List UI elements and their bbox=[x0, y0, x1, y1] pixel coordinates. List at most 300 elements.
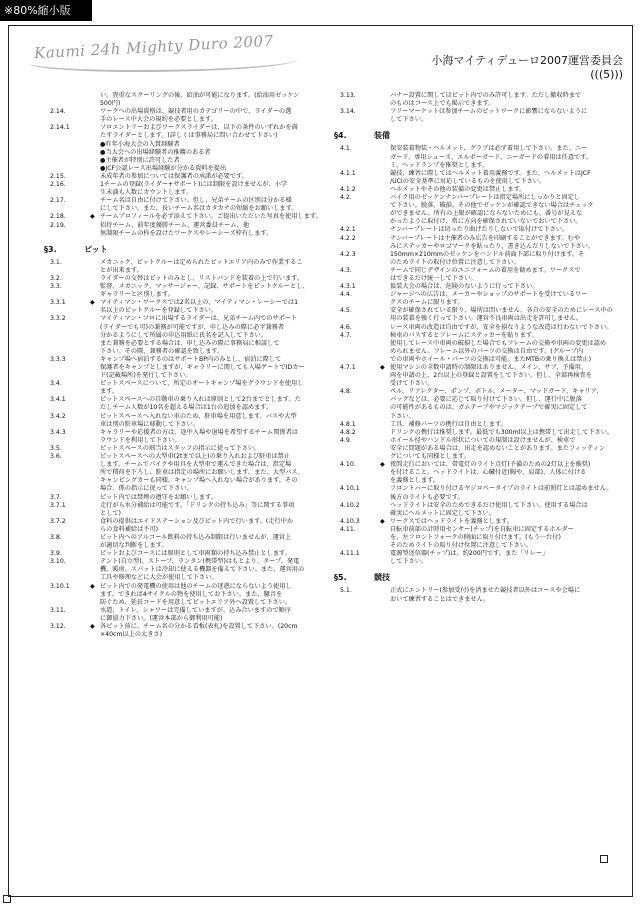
crop-mark bbox=[3, 895, 11, 903]
rule-number: 4.5. bbox=[340, 307, 352, 315]
rule-text: 各ピット前に、チーム名の分かる看板(表札)を設置して下さい。(20cm bbox=[100, 623, 298, 630]
rule-marker bbox=[90, 149, 100, 157]
rule-text: ピットスペースへの自動車の乗り入れは原則として2台までとします。た bbox=[100, 396, 301, 404]
document-header bbox=[431, 54, 623, 82]
rule-marker bbox=[380, 210, 390, 218]
page-number: (((5))) bbox=[590, 68, 623, 81]
rule-number bbox=[50, 116, 90, 124]
rule-number: 3.4.3 bbox=[50, 428, 66, 436]
rule-marker bbox=[90, 283, 100, 291]
rule-marker bbox=[380, 178, 390, 186]
rule-marker bbox=[380, 477, 390, 485]
rule-number bbox=[340, 494, 380, 502]
rule-line bbox=[50, 380, 328, 388]
rule-number bbox=[340, 218, 380, 226]
rule-line bbox=[50, 356, 328, 364]
rule-text: 用の装着を強く行って下さい。運営不良車両は出走を許可しません。 bbox=[390, 315, 583, 323]
rule-marker bbox=[380, 202, 390, 210]
rule-text: を、左フロントフォークの側面に取り付けます。(もう一台付) bbox=[390, 533, 561, 541]
rule-marker: ◆ bbox=[90, 299, 95, 307]
rule-text: ピット内での発電機の使用は他のチームの迷惑にならないよう使用し bbox=[100, 582, 292, 590]
rule-text: レース車両の改造は自由ですが、安全を損なうような改造は行わないで下さい。 bbox=[390, 323, 613, 331]
rule-number bbox=[50, 510, 90, 518]
rule-text: バイク用のゼッケンナンバープレートは指定場所にしっかりと固定し bbox=[390, 194, 580, 202]
rule-line bbox=[50, 324, 328, 332]
rules-section-5-list bbox=[340, 587, 618, 603]
rule-number: 4.7.1 bbox=[340, 364, 356, 371]
rule-line bbox=[340, 469, 618, 477]
rule-marker bbox=[380, 116, 390, 124]
rule-number bbox=[340, 100, 380, 108]
rule-marker bbox=[90, 267, 100, 275]
rule-line bbox=[50, 230, 328, 238]
rule-text: マイティマン・ワークスでは2名以上の、マイティマン・レーシーでは1 bbox=[100, 299, 299, 307]
rule-line bbox=[50, 141, 328, 149]
rule-line bbox=[50, 461, 328, 469]
rule-marker bbox=[90, 356, 100, 364]
rule-number: 4.3.1 bbox=[340, 283, 356, 291]
rule-marker bbox=[380, 550, 390, 558]
rule-line bbox=[50, 165, 328, 173]
rule-number: 4.11. bbox=[340, 525, 356, 533]
rule-number bbox=[50, 599, 90, 607]
rule-marker bbox=[380, 502, 390, 510]
rule-text: 場合、係の指示に従って下さい。 bbox=[100, 485, 193, 493]
rule-number: 3.7.1 bbox=[50, 501, 66, 509]
rule-marker bbox=[380, 510, 390, 518]
rule-text: はできるだけ統一して下さい。 bbox=[390, 274, 477, 282]
rule-text: 名以上のピットクルーを登録して下さい。 bbox=[100, 307, 218, 315]
rule-marker bbox=[90, 141, 100, 149]
rule-line bbox=[340, 315, 618, 323]
rule-number: 3.11. bbox=[50, 606, 66, 614]
rule-line bbox=[50, 494, 328, 502]
rule-number bbox=[340, 202, 380, 210]
rule-marker bbox=[90, 388, 100, 396]
rule-line bbox=[50, 502, 328, 510]
rule-marker bbox=[90, 558, 100, 566]
rule-text: チーム名は自由に付けて下さい。但し、兄弟チームの区別は分かる様 bbox=[100, 197, 292, 205]
section-number: §3. bbox=[44, 244, 57, 254]
rule-line bbox=[340, 243, 618, 251]
rule-line bbox=[340, 340, 618, 348]
rule-marker bbox=[90, 510, 100, 518]
rule-number: 4.8.2 bbox=[340, 428, 356, 436]
rule-marker bbox=[380, 251, 390, 259]
rule-marker bbox=[90, 599, 100, 607]
rule-text: 工具、補修パーツの携行は自由とします。 bbox=[390, 420, 507, 428]
rule-text: ●主催者が特別に許可した者 bbox=[100, 156, 180, 164]
rule-line bbox=[50, 132, 328, 140]
rule-marker bbox=[90, 259, 100, 267]
rule-marker bbox=[90, 380, 100, 388]
rule-text: チームプロフィールを必ず添えて下さい。ご提出いただいた写真を使用します。 bbox=[100, 213, 322, 221]
rule-number bbox=[50, 388, 90, 396]
rule-line bbox=[340, 235, 618, 243]
rule-line bbox=[340, 251, 618, 259]
rule-text: 防ぐため、延長コードを用意してピットエリア外へ設置して下さい。 bbox=[100, 598, 292, 606]
section-heading bbox=[44, 246, 328, 254]
rule-text: 保安装着物装・ヘルメット、グラブは必ず着用して下さい。また、ニー bbox=[390, 145, 588, 153]
rule-line bbox=[50, 213, 328, 221]
rule-line bbox=[340, 445, 618, 453]
rule-number bbox=[50, 230, 90, 238]
rule-line bbox=[340, 421, 618, 429]
rule-marker bbox=[90, 315, 100, 323]
rule-line bbox=[50, 591, 328, 599]
rule-number: 4.1.1 bbox=[340, 169, 356, 177]
rule-marker bbox=[90, 591, 100, 599]
rule-marker bbox=[380, 485, 390, 493]
rule-line bbox=[50, 364, 328, 372]
rule-text: ×40cm以上の大きさ) bbox=[100, 631, 163, 639]
rule-line bbox=[340, 550, 618, 558]
rule-line bbox=[50, 372, 328, 380]
rule-marker bbox=[90, 181, 100, 189]
rule-line bbox=[340, 178, 618, 186]
rule-text: ヘルメットやその他の装備の変更は禁止します。 bbox=[390, 185, 526, 193]
rule-number bbox=[340, 315, 380, 323]
rule-number: 2.15. bbox=[50, 172, 66, 180]
rule-number bbox=[50, 348, 90, 356]
rule-number bbox=[50, 307, 90, 315]
rule-number: 3.3.1 bbox=[50, 299, 66, 307]
rule-line bbox=[50, 437, 328, 445]
rule-line bbox=[50, 583, 328, 591]
organizer-title: 小海マイティデューロ2007運営委員会 bbox=[431, 54, 623, 67]
rule-line bbox=[340, 364, 618, 372]
rule-line bbox=[340, 429, 618, 437]
section-title: 競技 bbox=[374, 573, 390, 583]
rule-number: 3.6. bbox=[50, 453, 62, 461]
section-number: §4. bbox=[334, 131, 347, 141]
rule-marker bbox=[90, 413, 100, 421]
rule-line bbox=[340, 356, 618, 364]
rule-number bbox=[50, 615, 90, 623]
rule-number bbox=[340, 356, 380, 364]
rule-line bbox=[50, 332, 328, 340]
left-column bbox=[44, 92, 328, 639]
rule-text: 安全に問題がある場合は、出走を認めないことがあります。またフィッティン bbox=[390, 444, 606, 452]
rule-text: 後方のライトも必要です。 bbox=[390, 493, 464, 501]
rules-section-2-list bbox=[50, 92, 328, 238]
rule-marker bbox=[90, 607, 100, 615]
rule-number bbox=[340, 210, 380, 218]
rule-number bbox=[50, 340, 90, 348]
rule-number: 3.12. bbox=[50, 623, 66, 630]
rule-marker bbox=[380, 243, 390, 251]
rule-marker bbox=[90, 173, 100, 181]
rule-text: ピットスペースへの大型車(2tまで以上)の乗り入れおよび駐車は禁止 bbox=[100, 453, 291, 461]
rule-number: 4.8. bbox=[340, 388, 352, 396]
rule-text: ピット内では禁煙の遵守をお願いします。 bbox=[100, 493, 217, 501]
rule-text: ●昨年小海大会の入賞経験者 bbox=[100, 140, 180, 148]
rule-marker bbox=[90, 477, 100, 485]
rule-line bbox=[340, 526, 618, 534]
rule-text: 両を申請の上、2台以上の登録と設置をして下さい。但し、全部再検査を bbox=[390, 372, 592, 380]
rule-number bbox=[340, 596, 380, 604]
rule-line bbox=[50, 453, 328, 461]
rule-marker bbox=[380, 324, 390, 332]
rule-number: 3.13. bbox=[340, 92, 356, 99]
rule-marker bbox=[380, 92, 390, 100]
rule-marker bbox=[380, 100, 390, 108]
rule-number: 3.4.2 bbox=[50, 412, 66, 420]
rule-line bbox=[50, 510, 328, 518]
rule-number: 2.19. bbox=[50, 221, 66, 229]
rule-number: 3.14. bbox=[340, 108, 356, 116]
rule-text: キャンプ場へ宿泊するのはサポートBP内のみとし、宿泊に際して bbox=[100, 355, 282, 363]
rule-text: 手のレース中大会の規約を必要とします。 bbox=[100, 116, 217, 124]
rule-text: て下さい。脱落、破損、その他でゼッケンが確認できない場合はチェック bbox=[390, 202, 594, 210]
rule-number: 3.3. bbox=[50, 283, 62, 291]
rule-text: 生未満も人数にカウントします。 bbox=[100, 189, 193, 197]
rule-line bbox=[340, 596, 618, 604]
rule-number: 4.8.1 bbox=[340, 420, 356, 428]
rule-marker bbox=[90, 197, 100, 205]
rule-number bbox=[340, 178, 380, 186]
rule-number: 2.18. bbox=[50, 213, 66, 221]
rule-line bbox=[340, 558, 618, 566]
rule-marker bbox=[380, 332, 390, 340]
rule-marker bbox=[380, 404, 390, 412]
rule-number bbox=[50, 566, 90, 574]
rule-line bbox=[340, 348, 618, 356]
rule-line bbox=[50, 340, 328, 348]
rule-text: 検車のパスするとフレームにステッカーを貼ります。 bbox=[390, 331, 538, 339]
rule-line bbox=[340, 291, 618, 299]
rule-text: 所で積荷を下ろし、駐車は指定の場所にお願いします。また、大型バス、 bbox=[100, 469, 304, 477]
rule-number bbox=[340, 154, 380, 162]
rule-number bbox=[340, 469, 380, 477]
rule-number: 3.9. bbox=[50, 550, 62, 558]
rule-number: 2.16. bbox=[50, 181, 66, 189]
rule-marker bbox=[380, 170, 390, 178]
rule-marker bbox=[380, 291, 390, 299]
rule-number bbox=[340, 340, 380, 348]
rule-marker bbox=[380, 145, 390, 153]
rule-text: グについても同様とします。 bbox=[390, 453, 470, 461]
rule-text: します。チームでパイクや用具を大型車で運んできた場合は、指定場 bbox=[100, 461, 292, 469]
rule-line bbox=[50, 315, 328, 323]
rule-text: ナンバープレートは切ったり曲げたりしないで取付けて下さい。 bbox=[390, 226, 569, 234]
rule-number bbox=[340, 275, 380, 283]
rule-number: 3.4. bbox=[50, 380, 62, 388]
rule-line bbox=[340, 275, 618, 283]
rule-text: とが出来ます。 bbox=[100, 266, 143, 274]
rule-marker bbox=[380, 542, 390, 550]
rule-text: フリーマーケットは参加チームのピットワークに影響にならないように bbox=[390, 108, 588, 116]
rule-line bbox=[340, 413, 618, 421]
rule-marker bbox=[380, 162, 390, 170]
rule-line bbox=[50, 445, 328, 453]
rule-marker bbox=[380, 186, 390, 194]
rule-number: 4.10. bbox=[340, 461, 356, 469]
rule-line bbox=[50, 623, 328, 631]
rule-text: ワークスではヘッドライトを義務とします。 bbox=[390, 517, 514, 525]
rule-number bbox=[50, 372, 90, 380]
rule-text: 水道、トイレ、シャワーは完備していますが、込み合いますので順序 bbox=[100, 606, 291, 614]
rule-text: 下さい。 bbox=[390, 412, 415, 420]
rule-line bbox=[50, 429, 328, 437]
rule-marker bbox=[90, 222, 100, 230]
rule-text: おいて練習することはできません。 bbox=[390, 595, 490, 603]
rule-line bbox=[50, 607, 328, 615]
rule-marker bbox=[90, 421, 100, 429]
rule-marker bbox=[380, 445, 390, 453]
rule-marker bbox=[380, 558, 390, 566]
rule-line bbox=[340, 461, 618, 469]
rule-line bbox=[50, 615, 328, 623]
rule-line bbox=[340, 194, 618, 202]
rule-marker bbox=[380, 356, 390, 364]
rule-text: 分かるようにして所属の申込用紙に氏名を記入して下さい。 bbox=[100, 331, 268, 339]
rule-line bbox=[50, 631, 328, 639]
section-title: 装備 bbox=[374, 131, 390, 141]
rule-marker bbox=[90, 364, 100, 372]
rule-marker bbox=[90, 485, 100, 493]
rule-number bbox=[340, 243, 380, 251]
rule-text: また兼務を必要とする場合は、申し込みの際に事務局に相談して bbox=[100, 339, 280, 347]
rule-number bbox=[340, 542, 380, 550]
rule-text: 正式にエントリー(参加受付)を済ませた競技者以外はコースや会場に bbox=[390, 587, 581, 595]
rule-line bbox=[50, 100, 328, 108]
rule-number: 2.14.1 bbox=[50, 124, 70, 132]
rule-number bbox=[50, 591, 90, 599]
rule-marker bbox=[90, 332, 100, 340]
rule-marker bbox=[90, 189, 100, 197]
rule-number: 3.3.2 bbox=[50, 315, 66, 323]
rule-number bbox=[340, 259, 380, 267]
rule-text: キャラリーや応援者の方は、途中入場や退場を希望するチーム関係者は bbox=[100, 428, 298, 436]
rule-text: 使用してレース中車両の破損した場合でもフレームの交換や車両の変更は認め bbox=[390, 339, 607, 347]
rule-line bbox=[340, 145, 618, 153]
rule-number bbox=[340, 380, 380, 388]
rule-number: 4.10.1 bbox=[340, 485, 360, 493]
rule-marker bbox=[90, 494, 100, 502]
rule-marker bbox=[380, 299, 390, 307]
rule-line bbox=[340, 453, 618, 461]
rule-number bbox=[340, 162, 380, 170]
rule-number: 4.9. bbox=[340, 436, 352, 444]
rule-marker bbox=[90, 324, 100, 332]
rule-text: 安全が確保されている限り、場所は問いません。各自の安全のためにレース中の bbox=[390, 307, 613, 315]
rule-number bbox=[340, 396, 380, 404]
rule-text: 競技、練習に際してはヘルメット着用義務です。また、ヘルメットはJCF bbox=[390, 169, 591, 177]
rule-number bbox=[340, 299, 380, 307]
rule-number bbox=[340, 453, 380, 461]
rule-number: 3.10. bbox=[50, 558, 66, 566]
rule-marker bbox=[90, 518, 100, 526]
rule-number: 4.11.1 bbox=[340, 550, 360, 558]
rules-section-4-list bbox=[340, 145, 618, 566]
rule-number: 4.3. bbox=[340, 266, 352, 274]
rule-text: マイティマン・ソロに出場するライダーは、兄弟チーム内でのサポート bbox=[100, 315, 298, 323]
rule-marker: ◆ bbox=[90, 213, 95, 221]
rule-marker bbox=[90, 108, 100, 116]
rule-text: ギャラリーと区別します。 bbox=[100, 291, 174, 299]
rule-number bbox=[340, 413, 380, 421]
rule-marker bbox=[380, 275, 390, 283]
rule-text: ジャージへの広告は、メーカーやショップのサポートを受けているワー bbox=[390, 291, 588, 299]
rule-line bbox=[340, 116, 618, 124]
rule-marker bbox=[90, 437, 100, 445]
rule-number bbox=[50, 461, 90, 469]
rule-line bbox=[50, 404, 328, 412]
rule-marker bbox=[380, 388, 390, 396]
rule-text: の可能性があるものは、ガムテープやマジックテープで確実に固定して bbox=[390, 404, 588, 412]
rule-text: 食料の提供はエイドステーション及びピット内で行います。(走行中か bbox=[100, 517, 294, 525]
rule-text: クスのチームに限ります。 bbox=[390, 299, 464, 307]
rule-line bbox=[340, 283, 618, 291]
rule-number bbox=[50, 485, 90, 493]
rule-number: 4.4. bbox=[340, 291, 352, 299]
rule-marker bbox=[90, 348, 100, 356]
rule-text: たすライダーとします。(詳しくは事務局に問い合わせて下さい) bbox=[100, 132, 278, 140]
rule-text: 500円) bbox=[100, 100, 121, 108]
rule-number bbox=[50, 92, 90, 100]
rule-line bbox=[340, 202, 618, 210]
rule-number bbox=[50, 469, 90, 477]
rule-text: /UCIの安全基準に対応しているものを使用して下さい。 bbox=[390, 177, 546, 185]
rule-marker bbox=[380, 469, 390, 477]
rule-number: 4.10.2 bbox=[340, 501, 360, 509]
rule-line bbox=[50, 526, 328, 534]
rule-text: を義務とします。 bbox=[390, 477, 440, 485]
rule-marker bbox=[380, 315, 390, 323]
rule-marker bbox=[90, 396, 100, 404]
rule-marker bbox=[90, 100, 100, 108]
rule-marker bbox=[90, 307, 100, 315]
rule-line bbox=[340, 494, 618, 502]
rule-marker bbox=[90, 461, 100, 469]
rule-marker bbox=[380, 437, 390, 445]
rule-text: みにステッカーやロゴマークを貼ったり、書き込んだりしないで下さい。 bbox=[390, 242, 595, 250]
rule-marker bbox=[90, 429, 100, 437]
rule-number bbox=[50, 157, 90, 165]
rule-marker bbox=[90, 124, 100, 132]
rule-text: かったように取付け、常に方向を確保されていないでおいて下さい。 bbox=[390, 218, 582, 226]
rule-text: バッグなどは、必要に応じて取り付けて下さい。但し、運行中に脱落 bbox=[390, 396, 582, 404]
rule-line bbox=[340, 186, 618, 194]
rule-line bbox=[50, 485, 328, 493]
rule-text: 確実にヘルメットに固定して下さい。 bbox=[390, 509, 496, 517]
rule-marker bbox=[90, 574, 100, 582]
rule-number: 5.1. bbox=[340, 587, 352, 595]
rule-line bbox=[50, 157, 328, 165]
rule-number bbox=[50, 477, 90, 485]
rule-text: ソロエントリーおよびワークスライダーは、以下の条件のいずれかを満 bbox=[100, 124, 298, 132]
rule-number: 4.1.2 bbox=[340, 185, 356, 193]
rule-line bbox=[340, 108, 618, 116]
rule-text: 電源型送信器(チップ)は、約200円です。また「リレー」 bbox=[390, 550, 549, 558]
rule-marker bbox=[380, 494, 390, 502]
rule-number bbox=[50, 364, 90, 372]
rule-text: に御協力下さい。(運営本部から御利用可能) bbox=[100, 614, 223, 622]
section-number: §5. bbox=[334, 573, 347, 583]
rule-number bbox=[50, 324, 90, 332]
rule-number: 3.2. bbox=[50, 274, 62, 282]
rule-marker bbox=[380, 396, 390, 404]
rule-line bbox=[340, 587, 618, 595]
rule-text: して下さい。 bbox=[390, 558, 428, 566]
rule-text: ナンバープレートは主催者のみ広告を印刷することができます。むや bbox=[390, 234, 581, 242]
rule-line bbox=[50, 542, 328, 550]
rule-text: にして下さい。また、長いチーム名はカタカナの短縮をお願いします。 bbox=[100, 205, 298, 213]
rule-text: ド(記載場所)を発行して下さい。 bbox=[100, 372, 192, 380]
rule-marker bbox=[380, 534, 390, 542]
rule-number: 3.3.3 bbox=[50, 355, 66, 363]
